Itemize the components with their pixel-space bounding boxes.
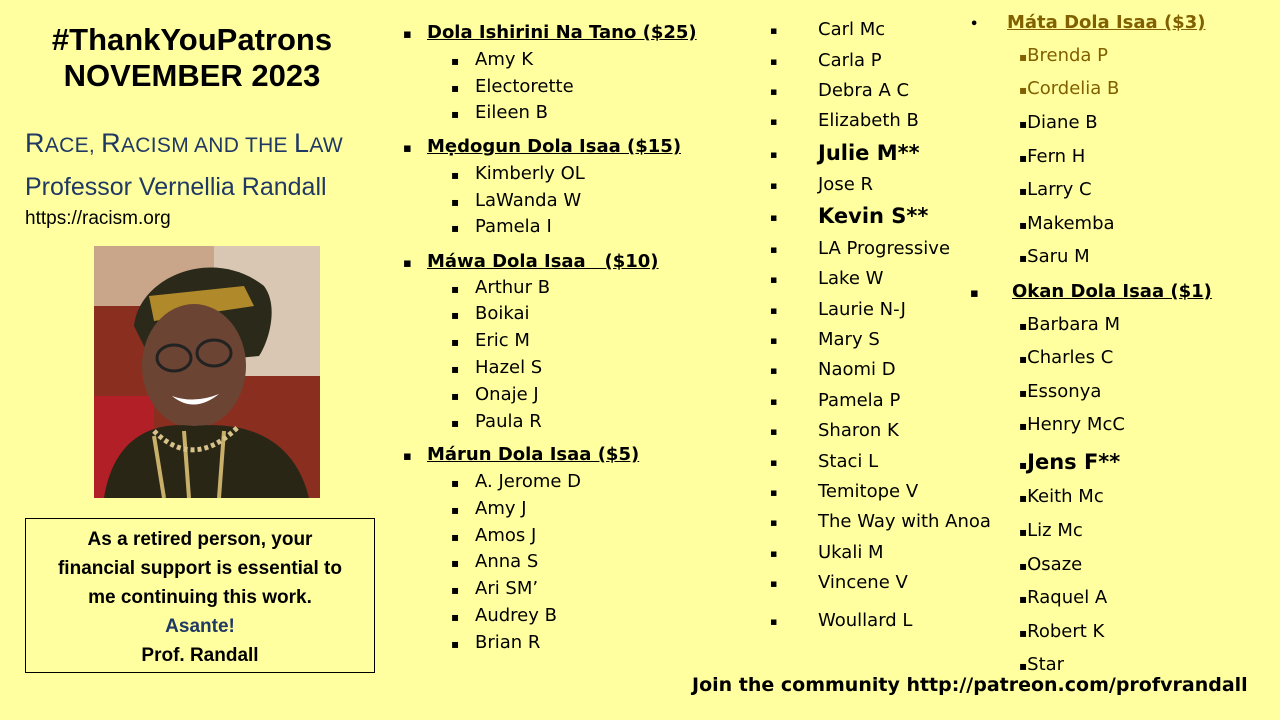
tier-heading-5: ▪ Márun Dola Isaa ($5): [403, 444, 640, 465]
patron-name: ▪ Amy K: [451, 49, 534, 70]
bullet-icon: ▪: [451, 362, 460, 376]
patron-name: ▪Keith Mc: [1019, 486, 1104, 507]
patron-name: ▪ A. Jerome D: [451, 471, 582, 492]
bullet-icon: ▪: [451, 583, 460, 597]
patron-name: ▪ The Way with Anoa: [770, 511, 991, 532]
bullet-icon: ▪: [451, 503, 460, 517]
patron-name: ▪ Debra A C: [770, 80, 910, 101]
tier-heading-10: ▪ Máwa Dola Isaa ($10): [403, 251, 659, 272]
bullet-icon: ▪: [403, 449, 412, 464]
bullet-icon: ▪: [451, 195, 460, 209]
professor-photo: [94, 246, 320, 498]
patron-name: ▪ Staci L: [770, 451, 879, 472]
bullet-icon: ▪: [770, 333, 778, 347]
patron-name: ▪ Ari SM’: [451, 578, 539, 599]
message-asante: Asante!: [165, 616, 235, 637]
bullet-icon: ▪: [451, 221, 460, 235]
patron-name: ▪Diane B: [1019, 112, 1098, 133]
bullet-icon: ▪: [770, 424, 778, 438]
bullet-icon: ▪: [1019, 319, 1028, 333]
bullet-icon: ▪: [451, 416, 460, 430]
patron-name: ▪ Sharon K: [770, 420, 899, 441]
patron-name: ▪ Onaje J: [451, 384, 539, 405]
patron-name: ▪Robert K: [1019, 621, 1105, 642]
patron-name: ▪Larry C: [1019, 179, 1092, 200]
bullet-icon: ▪: [770, 515, 778, 529]
bullet-icon: ▪: [403, 27, 412, 42]
patron-name-highlight: ▪ Julie M**: [770, 141, 920, 165]
message-line: As a retired person, your: [87, 529, 313, 550]
patron-name: ▪ Mary S: [770, 329, 880, 350]
bullet-icon: ▪: [451, 556, 460, 570]
patron-name: ▪ LA Progressive: [770, 238, 951, 259]
patron-name: ▪Liz Mc: [1019, 520, 1083, 541]
message-line: me continuing this work.: [88, 587, 312, 608]
bullet-icon: ▪: [770, 54, 778, 68]
patron-name: ▪ Paula R: [451, 411, 542, 432]
patron-name: ▪Raquel A: [1019, 587, 1108, 608]
patron-name: ▪ Arthur B: [451, 277, 551, 298]
bullet-icon: ▪: [970, 286, 979, 301]
patron-name: ▪ Vincene V: [770, 572, 908, 593]
website-link[interactable]: https://racism.org: [25, 208, 171, 229]
patron-name-highlight: ▪ Kevin S**: [770, 204, 929, 228]
portrait-illustration: [94, 246, 320, 498]
bullet-icon: ▪: [1019, 184, 1028, 198]
bullet-icon: ▪: [451, 530, 460, 544]
patron-name: ▪ Carla P: [770, 50, 882, 71]
patron-name: ▪Brenda P: [1019, 45, 1109, 66]
title-month: NOVEMBER 2023: [63, 58, 321, 93]
patron-name: ▪Charles C: [1019, 347, 1114, 368]
bullet-icon: ▪: [770, 363, 778, 377]
patron-name: ▪ Elizabeth B: [770, 110, 919, 131]
bullet-icon: ▪: [770, 23, 778, 37]
patron-name: ▪Barbara M: [1019, 314, 1121, 335]
patron-name: ▪ Woullard L: [770, 610, 913, 631]
bullet-icon: ▪: [770, 114, 778, 128]
bullet-icon: ▪: [1019, 386, 1028, 400]
patron-name: ▪ Eileen B: [451, 102, 549, 123]
patron-name: ▪Essonya: [1019, 381, 1102, 402]
bullet-icon: ▪: [1019, 491, 1028, 505]
message-signature: Prof. Randall: [141, 645, 259, 666]
bullet-icon: ▪: [451, 81, 460, 95]
bullet-icon: ▪: [770, 546, 778, 560]
tier-heading-15: ▪ Mẹdogun Dola Isaa ($15): [403, 136, 682, 157]
patron-name: ▪Cordelia B: [1019, 78, 1120, 99]
bullet-icon: ▪: [1019, 83, 1028, 97]
title-hashtag: #ThankYouPatrons: [51, 22, 333, 57]
page-title: [27, 22, 357, 94]
bullet-icon: ▪: [451, 308, 460, 322]
bullet-icon: ▪: [770, 84, 778, 98]
bullet-icon: ▪: [1019, 352, 1028, 366]
bullet-icon: ▪: [451, 335, 460, 349]
support-message-box: [25, 518, 375, 673]
bullet-icon: ▪: [403, 256, 412, 271]
bullet-icon: ▪: [451, 107, 460, 121]
patron-name: ▪ Kimberly OL: [451, 163, 585, 184]
patron-name: ▪ Eric M: [451, 330, 530, 351]
bullet-icon: ▪: [770, 485, 778, 499]
patron-name: ▪ Hazel S: [451, 357, 543, 378]
patron-name: ▪ Ukali M: [770, 542, 884, 563]
bullet-icon: ▪: [1019, 659, 1028, 673]
bullet-icon: ▪: [451, 54, 460, 68]
patreon-footer-link[interactable]: Join the community http://patreon.com/profvrandall: [692, 674, 1248, 696]
patron-name: ▪ Carl Mc: [770, 19, 886, 40]
patron-name: ▪Fern H: [1019, 146, 1086, 167]
tier-heading-3: • Máta Dola Isaa ($3): [970, 12, 1206, 33]
bullet-icon: ▪: [770, 303, 778, 317]
patron-name: ▪ Temitope V: [770, 481, 919, 502]
patron-name: ▪ Pamela P: [770, 390, 901, 411]
patron-name: ▪ Amos J: [451, 525, 537, 546]
bullet-icon: ▪: [1019, 626, 1028, 640]
bullet-icon: ▪: [1019, 117, 1028, 131]
tier-heading-25: ▪ Dola Ishirini Na Tano ($25): [403, 22, 697, 43]
patron-name: ▪Osaze: [1019, 554, 1083, 575]
bullet-icon: ▪: [1019, 592, 1028, 606]
patron-name: ▪Saru M: [1019, 246, 1090, 267]
bullet-icon: ▪: [451, 389, 460, 403]
tier-heading-1: ▪ Okan Dola Isaa ($1): [970, 281, 1212, 302]
patron-name: ▪ Amy J: [451, 498, 527, 519]
bullet-icon: ▪: [770, 210, 778, 224]
professor-name: Professor Vernellia Randall: [25, 173, 327, 201]
patron-name: ▪ Brian R: [451, 632, 541, 653]
patron-name: ▪ Pamela I: [451, 216, 552, 237]
message-line: financial support is essential to: [57, 558, 342, 579]
patron-name: ▪ Naomi D: [770, 359, 896, 380]
patron-name: ▪ Jose R: [770, 174, 874, 195]
bullet-icon: ▪: [1019, 525, 1028, 539]
bullet-icon: ▪: [1019, 50, 1028, 64]
bullet-icon: ▪: [451, 168, 460, 182]
patron-name: ▪ Audrey B: [451, 605, 557, 626]
bullet-icon: ▪: [451, 637, 460, 651]
bullet-icon: ▪: [1019, 419, 1028, 433]
patron-name: ▪ Anna S: [451, 551, 539, 572]
bullet-icon: ▪: [770, 576, 778, 590]
bullet-icon: ▪: [1019, 251, 1028, 265]
bullet-icon: ▪: [770, 455, 778, 469]
patron-name: ▪Star: [1019, 654, 1065, 675]
patron-name: ▪Henry McC: [1019, 414, 1125, 435]
bullet-icon: ▪: [1019, 218, 1028, 232]
bullet-icon: ▪: [770, 272, 778, 286]
bullet-icon: ▪: [770, 614, 778, 628]
course-title: RACE, RACISM AND THE LAW: [25, 128, 343, 158]
patron-name: ▪ Boikai: [451, 303, 530, 324]
bullet-icon: ▪: [451, 282, 460, 296]
bullet-icon: ▪: [1019, 559, 1028, 573]
patron-name: ▪ LaWanda W: [451, 190, 582, 211]
bullet-icon: ▪: [770, 394, 778, 408]
patron-name: ▪ Laurie N-J: [770, 299, 906, 320]
bullet-icon: ▪: [451, 476, 460, 490]
patron-name: ▪ Lake W: [770, 268, 884, 289]
patron-name: ▪ Electorette: [451, 76, 574, 97]
bullet-icon: ▪: [1019, 151, 1028, 165]
bullet-icon: ▪: [403, 141, 412, 156]
bullet-icon: ▪: [770, 147, 778, 161]
bullet-icon: •: [970, 17, 979, 32]
bullet-icon: ▪: [1019, 458, 1028, 472]
bullet-icon: ▪: [770, 178, 778, 192]
bullet-icon: ▪: [451, 610, 460, 624]
patron-name: ▪Makemba: [1019, 213, 1115, 234]
patron-name-highlight: ▪Jens F**: [1019, 450, 1121, 474]
bullet-icon: ▪: [770, 242, 778, 256]
